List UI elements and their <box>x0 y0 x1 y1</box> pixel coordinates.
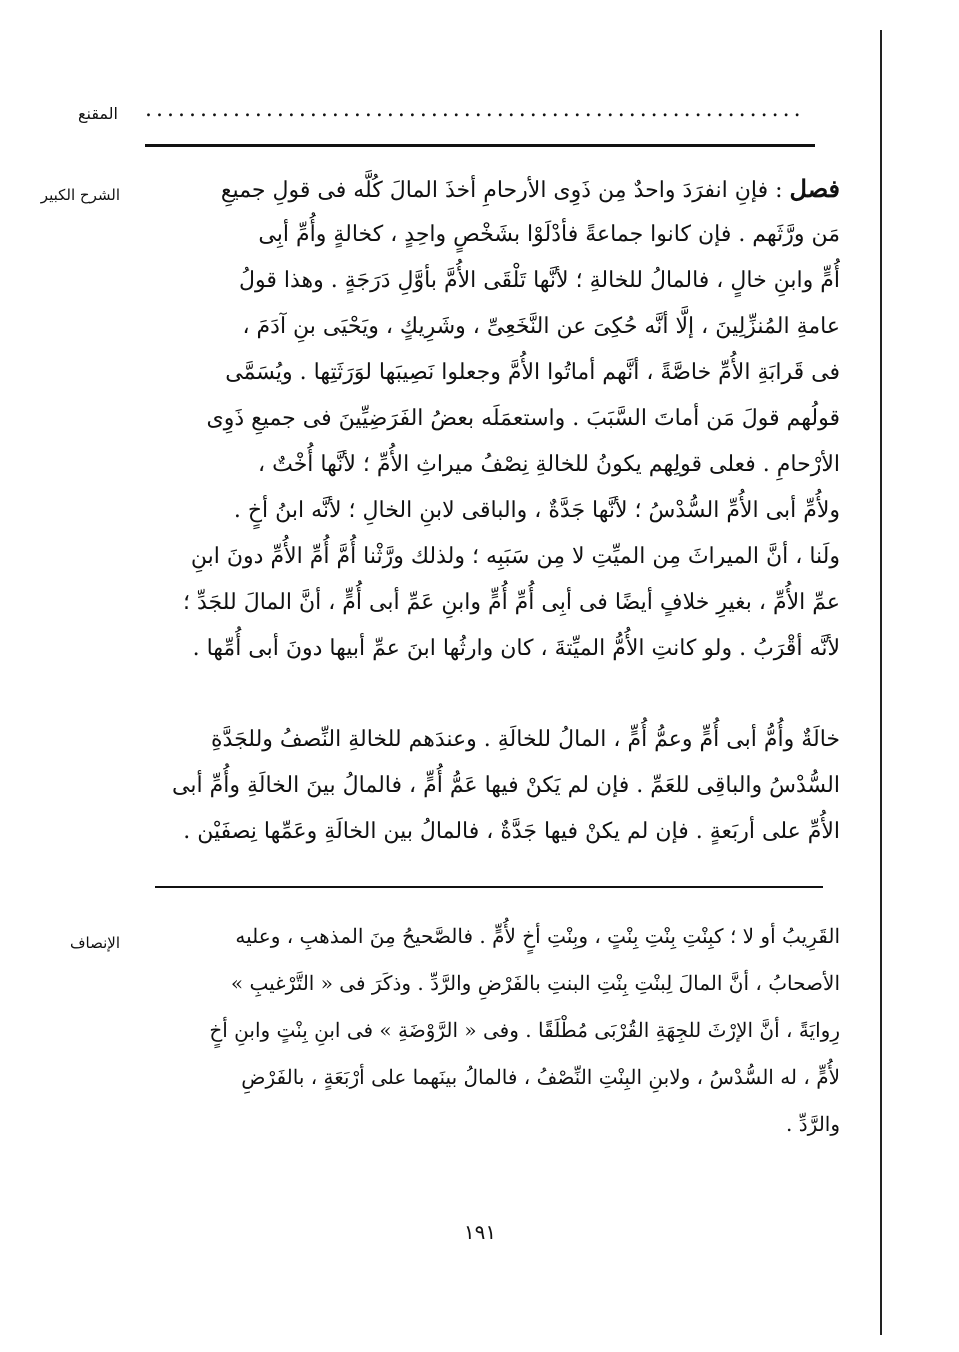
insaf-line-4: لأُمٍّ ، له السُّدْسُ ، ولابنِ البِنْتِ النِّصْفُ ، فالمالُ بينَهما على أرْبَعَةٍ ، بالفَرْضِ <box>241 1065 840 1089</box>
header-book-title: المقنع <box>77 104 118 123</box>
sharh2-line-2: السُّدْسُ والباقِى للعَمِّ . فإن لم يَكنْ فيها عَمُّ أُمٍّ ، فالمالُ بينَ الخالَةِ وأُمِّ أبى <box>172 773 840 798</box>
sharh-paragraph-2 <box>140 717 840 855</box>
page-number: ١٩١ <box>463 1220 497 1244</box>
sharh-line-5: فى قَرابَةِ الأُمِّ خاصَّةً ، أنَّهم أماتُوا الأُمَّ وجعلوا نَصِيبَها لوَرَثَتِها . ويُسَمَّى <box>225 360 840 385</box>
insaf-line-1: القَرِيبُ أو لا ؛ كبِنْتِ بِنْتِ بِنْتٍ ، وبِنْتِ أخٍ لأُمٍّ . فالصَّحيحُ مِنَ المذهبِ ، وعليه <box>235 924 840 948</box>
insaf-text-block <box>140 913 840 1148</box>
sharh-line-3: أُمٍّ وابنِ خالٍ ، فالمالُ للخالةِ ؛ لأنَّها تَلْقَى الأُمَّ بأوَّلِ دَرَجَةٍ . وهذا قولُ <box>238 268 840 293</box>
sharh-line-9: ولَنا ، أنَّ الميراثَ مِن الميِّتِ لا مِن سَبَبِه ؛ ولذلك ورَّثْنا أُمَّ أُمِّ الأُمِّ دونَ ابنِ <box>190 544 840 569</box>
header-dotted-leader: ............................................................ <box>145 100 805 120</box>
sharh-line-11: لأنَّه أقْرَبُ . ولو كانتِ الأُمُّ الميِّتةَ ، كان وارثُها ابنَ عمِّ أبيها دونَ أبى أُمِّها . <box>192 636 840 661</box>
margin-label-sharh: الشرح الكبير <box>40 186 120 204</box>
sharh-text-block <box>140 166 840 672</box>
sharh-line-10: عمِّ الأُمِّ ، بغيرِ خلافٍ أيضًا فى أبِى أُمِّ أُمٍّ وابنِ عَمِّ أبى أُمٍّ ، أنَّ المالَ للجَدِّ ؛ <box>183 590 840 615</box>
fasl-heading: فصل <box>789 174 840 203</box>
sharh-line-1-text: : فإنِ انفرَدَ واحدٌ مِن ذَوِى الأرحامِ أخذَ المالَ كُلَّه فى قولِ جميعِ <box>220 178 783 203</box>
insaf-line-5: والرَّدِّ . <box>786 1112 840 1136</box>
sharh-line-2: مَن ورَّثَهم . فإن كانوا جماعةً فأدْلَوْا بشَخْصٍ واحِدٍ ، كخالةٍ وأُمِّ أبِى <box>258 222 840 247</box>
sharh-line-4: عامةِ المُنزِّلِينَ ، إلَّا أنَّه حُكِىَ عن النَّخَعِىِّ ، وشَرِيكٍ ، ويَحْيَى بنِ آدَمَ ، <box>242 314 840 339</box>
margin-label-insaf: الإنصاف <box>69 934 120 952</box>
sharh-line-7: الأرْحامِ . فعلى قولِهم يكونُ للخالةِ نِصْفُ ميراثِ الأُمِّ ؛ لأنَّها أُخْتٌ ، <box>258 452 840 477</box>
section-divider <box>155 886 823 888</box>
sharh2-line-1: خالَةٌ وأُمُّ أبى أُمٍّ وعمُّ أُمٍّ ، المالُ للخالَةِ . وعندَهم للخالةِ النِّصفُ وللجَدَّةِ <box>211 727 840 752</box>
sharh-line-6: قولُهم قولَ مَن أماتَ السَّبَبَ . واستعمَلَه بعضُ الفَرَضِيِّينَ فى جميعِ ذَوِى <box>206 406 840 431</box>
sharh-line-1 <box>140 166 840 212</box>
insaf-line-3: رِوايَةً ، أنَّ الإرْثَ للجِهَةِ القُرْبَى مُطْلَقًا . وفى « الرَّوْضَةِ » فى ابنِ بِنْتٍ وابنِ أخٍ <box>209 1018 840 1042</box>
sharh2-line-3: الأُمِّ على أربَعةٍ . فإن لم يكنْ فيها جَدَّةٌ ، فالمالُ بين الخالَةِ وعَمِّها نِصفَيْن . <box>183 819 840 844</box>
header-rule <box>145 144 815 147</box>
sharh-line-8: ولأُمِّ أبى الأُمِّ السُّدْسُ ؛ لأنَّها جَدَّةٌ ، والباقى لابنِ الخالِ ؛ لأنَّه ابنُ أخٍ . <box>233 498 840 523</box>
insaf-line-2: الأصحابُ ، أنَّ المالَ لِبنْتِ بِنْتِ البنتِ بالفَرْضِ والرَّدِّ . وذكَرَ فى « التَّرْغيبِ » <box>230 971 840 995</box>
page-edge-rule <box>880 30 882 1335</box>
